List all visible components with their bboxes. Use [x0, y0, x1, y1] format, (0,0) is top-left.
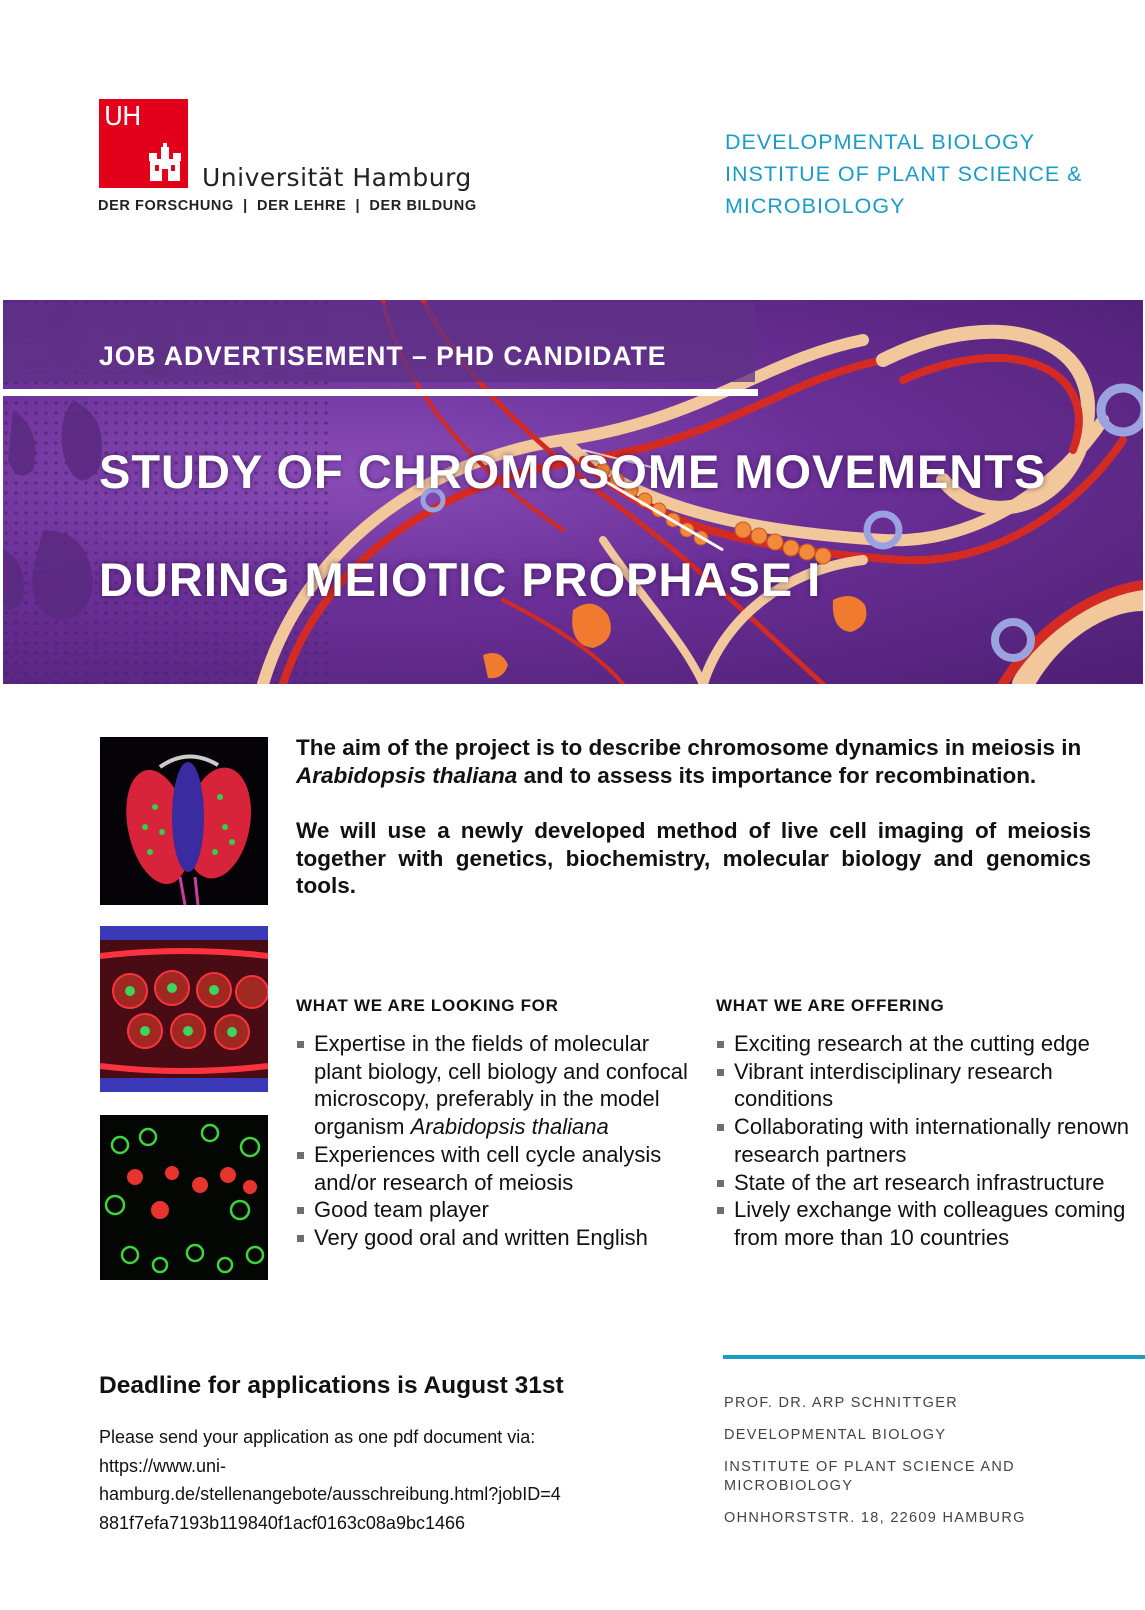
university-motto: DER FORSCHUNG | DER LEHRE | DER BILDUNG — [98, 198, 477, 214]
list-item — [296, 1030, 696, 1141]
meiocyte-micrograph — [100, 926, 268, 1092]
contact-name: PROF. DR. ARP SCHNITTGER — [724, 1395, 958, 1411]
application-url-line[interactable]: hamburg.de/stellenangebote/ausschreibung.html?jobID=4 — [99, 1484, 561, 1504]
contact-institute-line: MICROBIOLOGY — [724, 1478, 854, 1494]
contact-department: DEVELOPMENTAL BIOLOGY — [724, 1427, 947, 1443]
castle-icon — [148, 143, 182, 183]
looking-for-heading: WHAT WE ARE LOOKING FOR — [296, 996, 559, 1015]
offering-list — [716, 1030, 1136, 1252]
institute-header — [725, 126, 1083, 222]
anther-micrograph — [100, 737, 268, 905]
offering-heading: WHAT WE ARE OFFERING — [716, 996, 945, 1015]
project-aim-text: The aim of the project is to describe chromosome dynamics in meiosis in — [296, 735, 1082, 760]
list-item: Experiences with cell cycle analysis and/or research of meiosis — [296, 1141, 696, 1196]
contact-institute — [724, 1458, 1026, 1496]
contact-block — [724, 1394, 1026, 1541]
application-instructions — [99, 1423, 599, 1537]
application-url-line[interactable]: https://www.uni- — [99, 1455, 227, 1476]
list-item: State of the art research infrastructure — [716, 1169, 1136, 1197]
project-method: We will use a newly developed method of live cell imaging of meiosis together with genetics, biochemistry, molecular biology and genomics tools. — [296, 818, 1091, 898]
banner-title-line-2: DURING MEIOTIC PROPHASE I — [99, 553, 822, 606]
institute-line: MICROBIOLOGY — [725, 194, 906, 218]
list-item: Lively exchange with colleagues coming from more than 10 countries — [716, 1196, 1136, 1251]
list-item: Collaborating with internationally renown research partners — [716, 1113, 1136, 1168]
job-advertisement-label: JOB ADVERTISEMENT – PHD CANDIDATE — [99, 341, 667, 371]
nuclei-micrograph — [100, 1115, 268, 1280]
looking-for-list — [296, 1030, 696, 1252]
project-aim — [296, 734, 1091, 789]
send-instruction: Please send your application as one pdf document via: — [99, 1427, 536, 1447]
list-item-text: Expertise in the fields of molecular plant biology, cell biology and confocal microscopy, preferably in the model organism — [314, 1031, 688, 1140]
list-item: Vibrant interdisciplinary research conditions — [716, 1058, 1136, 1113]
project-aim-text-end: and to assess its importance for recombination. — [517, 762, 1037, 788]
list-item: Exciting research at the cutting edge — [716, 1030, 1136, 1058]
institute-line: DEVELOPMENTAL BIOLOGY — [725, 130, 1036, 154]
application-url-line[interactable]: 881f7efa7193b119840f1acf0163c08a9bc1466 — [99, 1512, 466, 1533]
deadline-heading: Deadline for applications is August 31st — [99, 1372, 564, 1399]
species-name: Arabidopsis thaliana — [296, 762, 518, 788]
list-item: Good team player — [296, 1196, 696, 1224]
logo-mark: UH — [104, 102, 141, 132]
contact-address: OHNHORSTSTR. 18, 22609 HAMBURG — [724, 1510, 1026, 1526]
species-name: Arabidopsis thaliana — [410, 1114, 609, 1140]
list-item: Very good oral and written English — [296, 1224, 696, 1252]
banner-title-line-1: STUDY OF CHROMOSOME MOVEMENTS — [99, 445, 1047, 498]
contact-divider — [723, 1355, 1145, 1359]
contact-institute-line: INSTITUTE OF PLANT SCIENCE AND — [724, 1459, 1015, 1475]
banner-divider — [3, 389, 758, 396]
university-name: Universität Hamburg — [202, 163, 472, 192]
institute-line: INSTITUE OF PLANT SCIENCE & — [725, 162, 1083, 186]
